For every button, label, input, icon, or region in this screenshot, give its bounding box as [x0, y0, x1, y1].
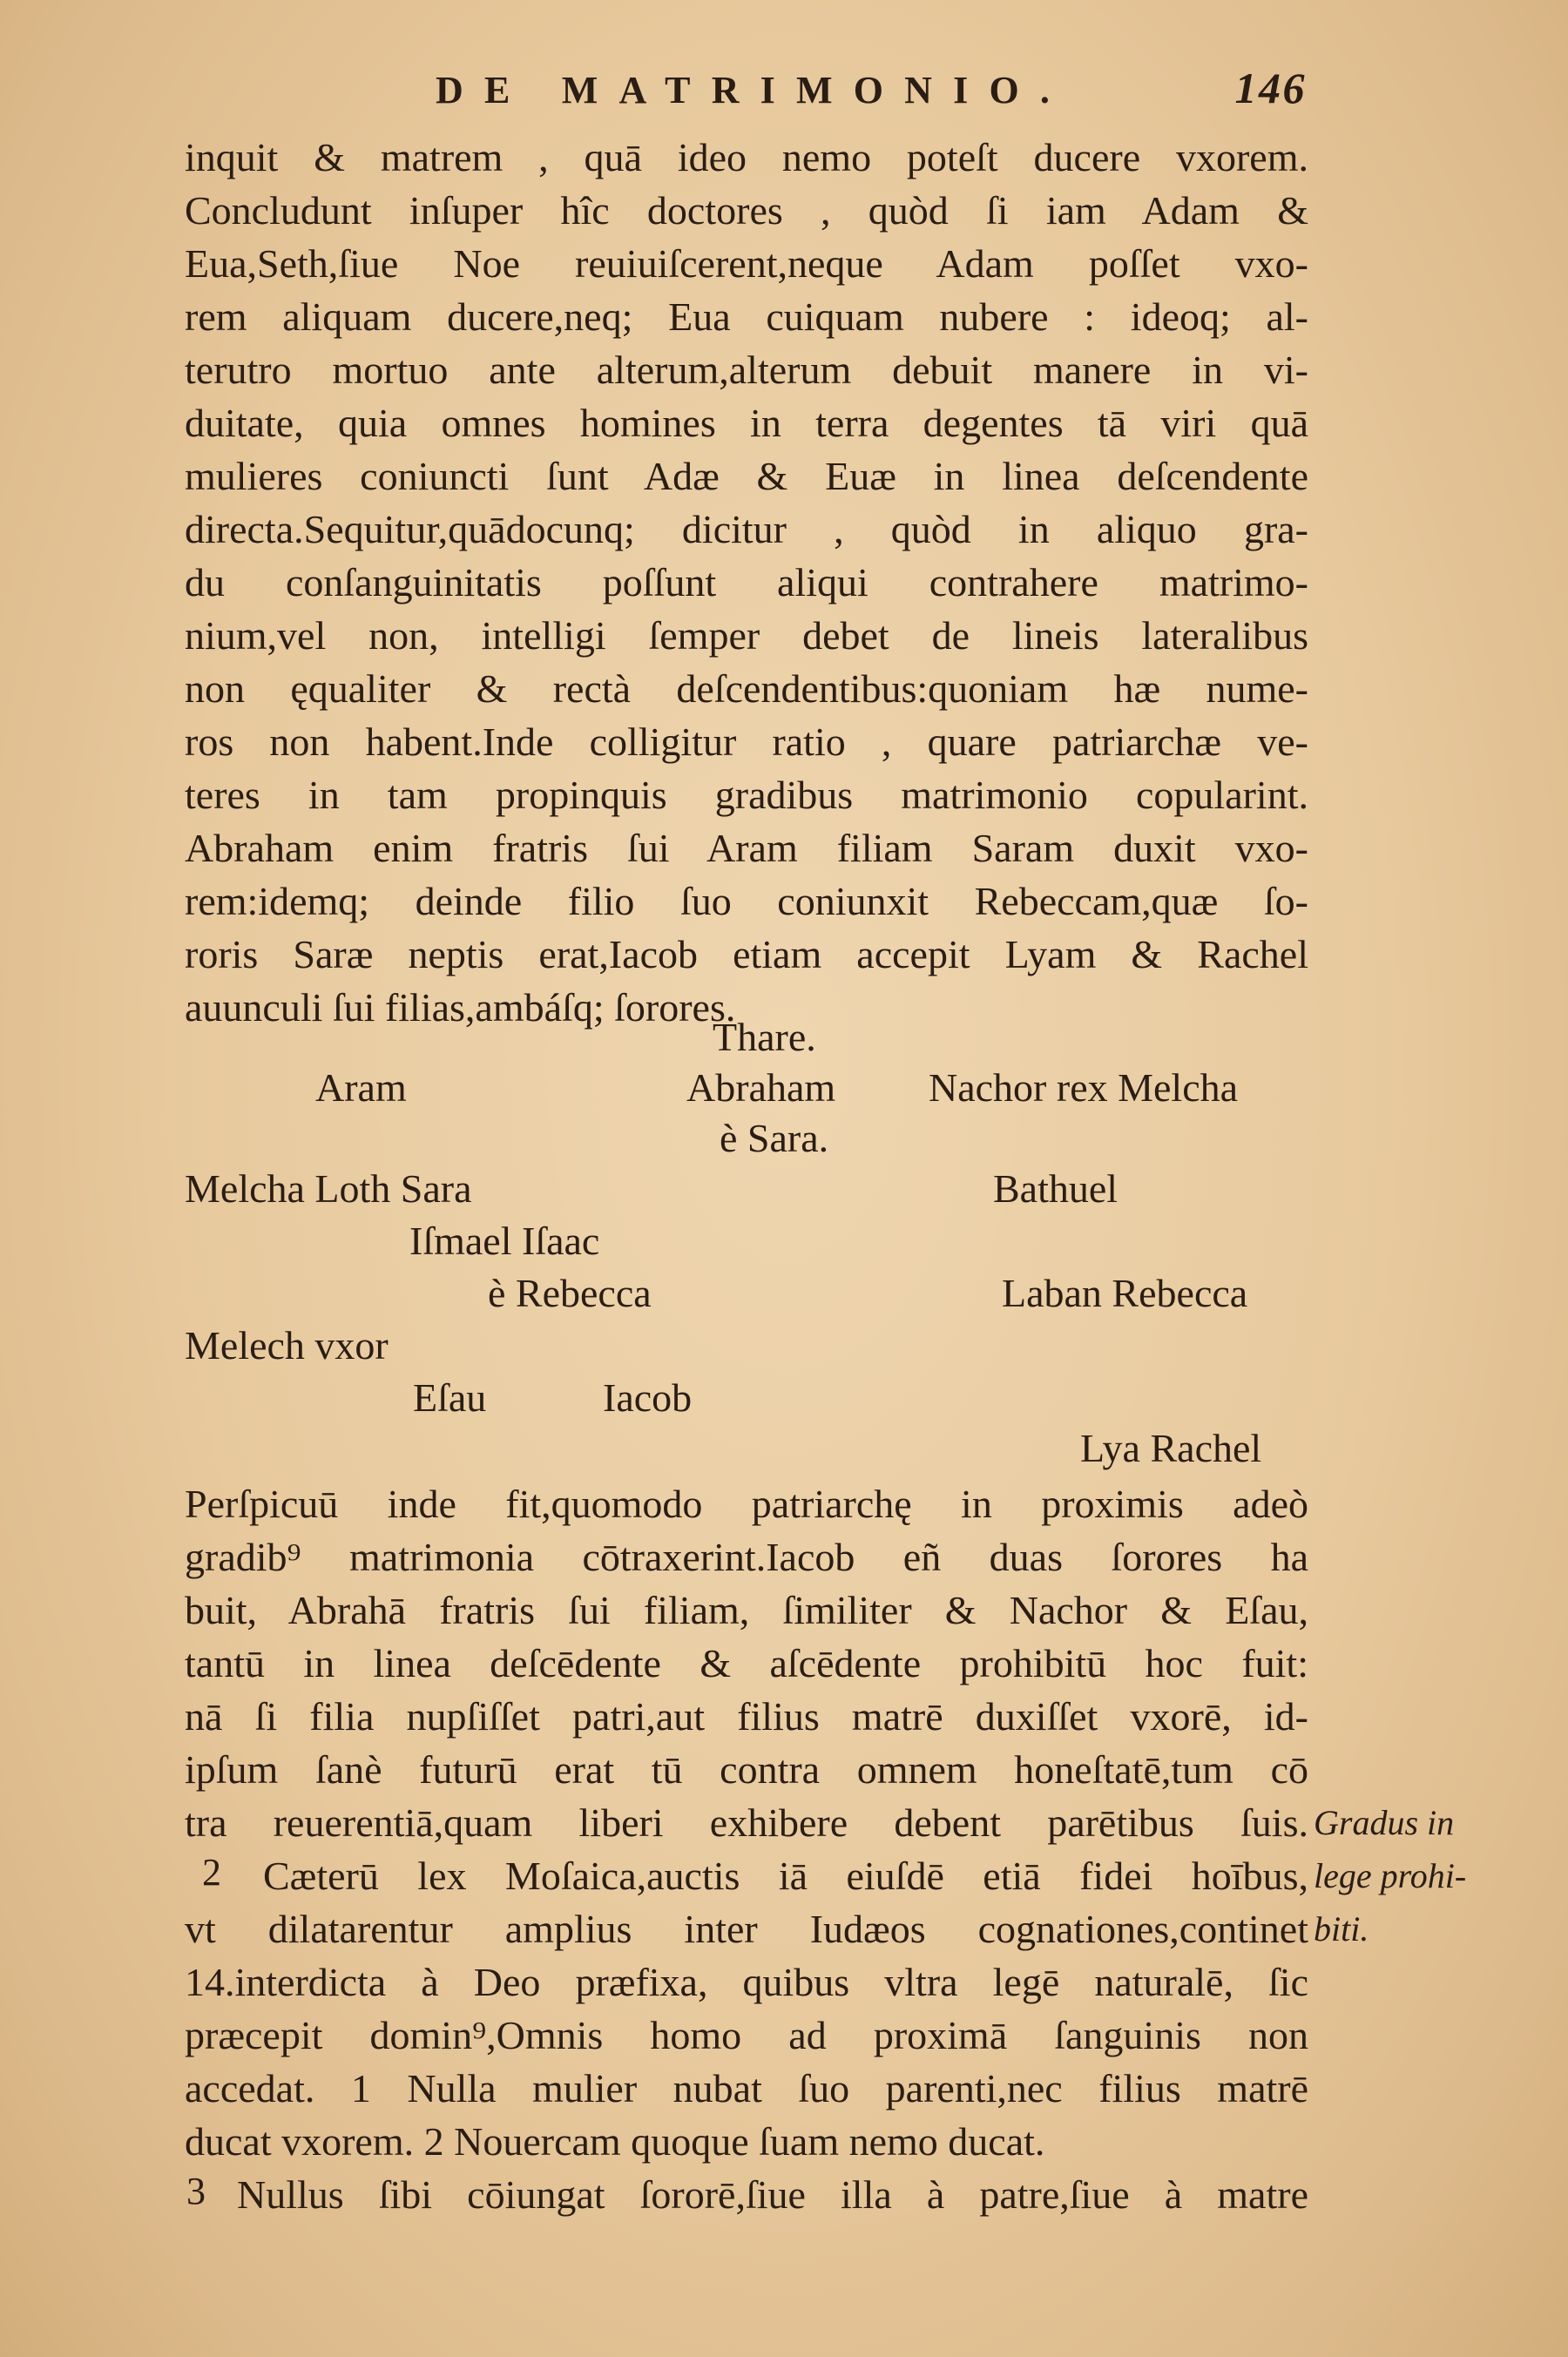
text-line: nium,vel non, intelligi ſemper debet de lineis lateralibus [185, 613, 1308, 658]
text-line: duitate, quia omnes homines in terra degentes tā viri quā [185, 401, 1308, 445]
text-line: vt dilatarentur amplius inter Iudæos cognationes,continet [185, 1907, 1308, 1951]
text-line: terutro mortuo ante alterum,alterum debuit manere in vi- [185, 348, 1308, 392]
text-line: auunculi ſui filias,ambáſq; ſorores. [185, 985, 736, 1030]
text-line: tra reuerentiā,quam liberi exhibere debent parētibus ſuis. [185, 1800, 1308, 1845]
text-line: roris Saræ neptis erat,Iacob etiam accepit Lyam & Rachel [185, 932, 1308, 976]
text-line: ros non habent.Inde colligitur ratio , quare patriarchæ ve- [185, 719, 1308, 764]
gen-nachor: Nachor rex Melcha [929, 1065, 1239, 1110]
text-line: Concludunt inſuper hîc doctores , quòd ſi iam Adam & [185, 188, 1308, 233]
text-line: tantū in linea deſcēdente & aſcēdente prohibitū hoc fuit: [185, 1641, 1308, 1685]
margin-note-line: Gradus in [1314, 1803, 1455, 1842]
text-line: ipſum ſanè futurū erat tū contra omnem honeſtatē,tum cō [185, 1747, 1308, 1792]
text-line: 14.interdicta à Deo præfixa, quibus vltra legē naturalē, ſic [185, 1960, 1308, 2004]
text-line: teres in tam propinquis gradibus matrimonio copularint. [185, 773, 1308, 817]
gen-iacob: Iacob [603, 1375, 693, 1420]
gen-bathuel: Bathuel [993, 1166, 1119, 1211]
margin-note-line: biti. [1314, 1909, 1369, 1948]
text-line: directa.Sequitur,quādocunq; dicitur , quòd in aliquo gra- [185, 507, 1308, 551]
text-line: præcepit domin⁹,Omnis homo ad proximā ſanguinis non [185, 2013, 1308, 2057]
gen-e-sara: è Sara. [720, 1116, 829, 1160]
page-number: 146 [1234, 64, 1307, 112]
gen-lya-rachel: Lya Rachel [1080, 1426, 1262, 1470]
gen-thare: Thare. [713, 1015, 816, 1059]
text-line: du conſanguinitatis poſſunt aliqui contrahere matrimo- [185, 560, 1308, 604]
text-line: rem aliquam ducere,neq; Eua cuiquam nubere : ideoq; al- [185, 294, 1308, 339]
text-line: ducat vxorem. 2 Nouercam quoque ſuam nemo ducat. [185, 2119, 1045, 2164]
text-line: Cæterū lex Moſaica,auctis iā eiuſdē etiā fidei hoībus, [263, 1854, 1308, 1898]
text-line: Eua,Seth,ſiue Noe reuiuiſcerent,neque Adam poſſet vxo- [185, 241, 1308, 286]
section-number-3: 3 [186, 2170, 206, 2212]
text-line: nā ſi filia nupſiſſet patri,aut filius matrē duxiſſet vxorē, id- [185, 1694, 1308, 1739]
text-line: Nullus ſibi cōiungat ſororē,ſiue illa à patre,ſiue à matre [237, 2172, 1308, 2217]
gen-abraham: Abraham [686, 1065, 836, 1110]
text-line: Perſpicuū inde fit,quomodo patriarchę in proximis adeò [185, 1482, 1308, 1526]
text-line: buit, Abrahā fratris ſui filiam, ſimiliter & Nachor & Eſau, [185, 1588, 1308, 1632]
margin-note [1314, 1796, 1558, 1955]
text-line: accedat. 1 Nulla mulier nubat ſuo parenti,nec filius matrē [185, 2066, 1308, 2110]
running-header [436, 64, 1307, 129]
text-line: inquit & matrem , quā ideo nemo poteſt ducere vxorem. [185, 135, 1308, 179]
paragraph-1 [185, 131, 1308, 1034]
text-line: Abraham enim fratris ſui Aram filiam Saram duxit vxo- [185, 826, 1308, 870]
text-line: mulieres coniuncti ſunt Adæ & Euæ in linea deſcendente [185, 454, 1308, 498]
gen-melech-vxor: Melech vxor [185, 1323, 389, 1368]
text-line: non ęqualiter & rectà deſcendentibus:quoniam hæ nume- [185, 666, 1308, 711]
gen-e-rebecca: è Rebecca [488, 1271, 652, 1315]
text-line: gradib⁹ matrimonia cōtraxerint.Iacob eñ duas ſorores ha [185, 1535, 1308, 1579]
gen-aram: Aram [315, 1065, 407, 1110]
gen-laban-rebecca: Laban Rebecca [1002, 1271, 1248, 1315]
paragraph-2 [185, 1477, 1308, 2221]
section-number-2: 2 [202, 1851, 221, 1894]
running-title: DE MATRIMONIO. [436, 69, 1071, 111]
text-line: rem:idemq; deinde filio ſuo coniunxit Rebeccam,quæ ſo- [185, 879, 1308, 923]
gen-melcha-loth-sara: Melcha Loth Sara [185, 1166, 472, 1211]
gen-esau: Eſau [413, 1375, 487, 1420]
gen-ismael-isaac: Iſmael Iſaac [409, 1219, 600, 1263]
margin-note-line: lege prohi- [1314, 1856, 1467, 1895]
